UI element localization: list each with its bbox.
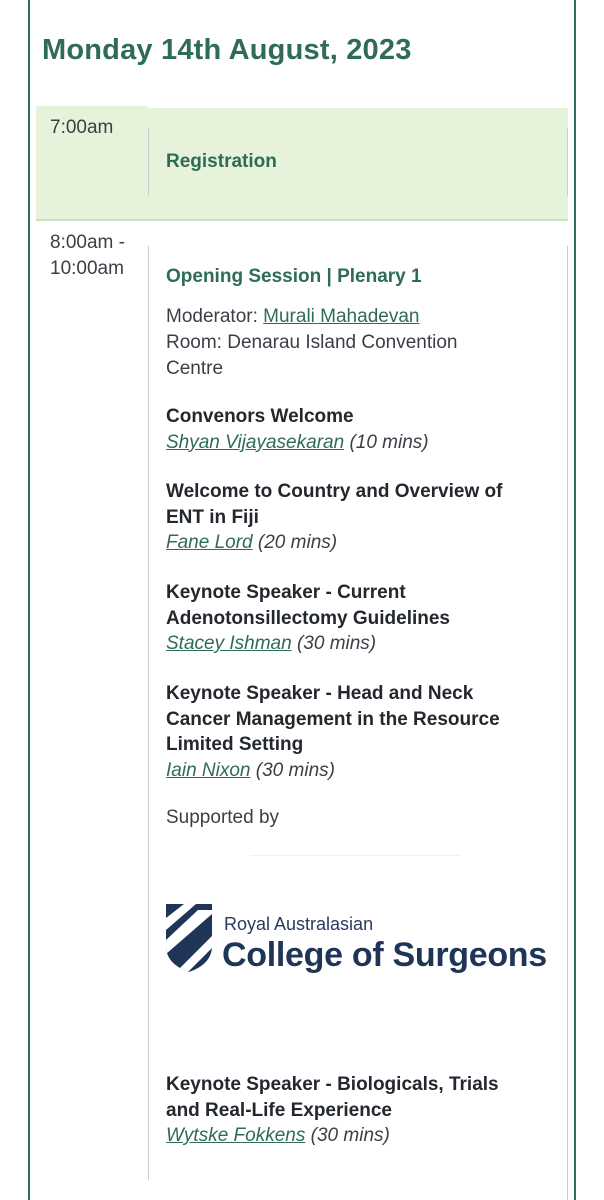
talk-duration: (30 mins)	[310, 1125, 390, 1146]
session-room-line1: Room: Denarau Island Convention	[166, 332, 458, 353]
registration-divider-right	[567, 128, 568, 196]
talk-title-line2: Cancer Management in the Resource	[166, 708, 500, 730]
session-time-start: 8:00am -	[50, 232, 125, 253]
speaker-link[interactable]: Fane Lord	[166, 532, 253, 553]
talk-title-line1: Welcome to Country and Overview of	[166, 481, 503, 502]
talk-speaker	[166, 758, 566, 784]
talk-speaker	[166, 1123, 566, 1149]
sponsor-logo-line2: College of Surgeons	[222, 936, 547, 974]
day-title: Monday 14th August, 2023	[42, 34, 412, 66]
session-divider	[148, 246, 149, 1180]
talk-title-line1: Keynote Speaker - Biologicals, Trials	[166, 1074, 499, 1095]
moderator-label: Moderator:	[166, 306, 258, 327]
talk-title-line1: Keynote Speaker - Head and Neck	[166, 683, 474, 704]
moderator-link[interactable]: Murali Mahadevan	[263, 306, 420, 327]
talk-item	[166, 580, 566, 657]
talk-speaker	[166, 430, 566, 456]
session-moderator	[166, 304, 546, 330]
registration-title[interactable]: Registration	[166, 151, 277, 172]
speaker-link[interactable]: Wytske Fokkens	[166, 1125, 306, 1146]
speaker-link[interactable]: Iain Nixon	[166, 759, 251, 781]
supported-by-label: Supported by	[166, 807, 280, 828]
talk-speaker	[166, 631, 566, 657]
registration-divider	[148, 128, 149, 196]
talk-title-line2: and Real-Life Experience	[166, 1099, 392, 1121]
sponsor-logo[interactable]	[166, 902, 556, 982]
registration-row	[36, 106, 568, 221]
talk-speaker	[166, 530, 566, 556]
session-divider-right	[567, 246, 568, 1200]
frame-left-border	[28, 0, 30, 1200]
talk-title-line2: ENT in Fiji	[166, 506, 259, 528]
talk-duration: (30 mins)	[255, 759, 335, 781]
sponsor-logo-line1: Royal Australasian	[224, 914, 374, 934]
session-room-line2: Centre	[166, 358, 224, 379]
talk-item	[166, 479, 566, 556]
frame-right-border	[574, 0, 576, 1200]
talk-duration: (20 mins)	[257, 532, 338, 553]
session-time-end: 10:00am	[50, 258, 124, 279]
talk-item	[166, 1072, 566, 1149]
talk-title-line1: Keynote Speaker - Current	[166, 582, 406, 603]
talk-duration: (30 mins)	[296, 633, 377, 654]
logo-separator	[250, 855, 460, 856]
rasc-crest-icon	[166, 904, 212, 972]
talk-duration: (10 mins)	[349, 431, 429, 453]
session-title[interactable]: Opening Session | Plenary 1	[166, 266, 422, 287]
row-top-highlight	[148, 106, 568, 108]
registration-time: 7:00am	[50, 117, 114, 138]
talk-title-line3: Limited Setting	[166, 734, 304, 755]
talk-item	[166, 404, 566, 456]
speaker-link[interactable]: Shyan Vijayasekaran	[166, 431, 345, 453]
talk-item	[166, 681, 566, 784]
talk-title-line2: Adenotonsillectomy Guidelines	[166, 607, 450, 629]
talk-title: Convenors Welcome	[166, 406, 354, 427]
speaker-link[interactable]: Stacey Ishman	[166, 633, 292, 654]
